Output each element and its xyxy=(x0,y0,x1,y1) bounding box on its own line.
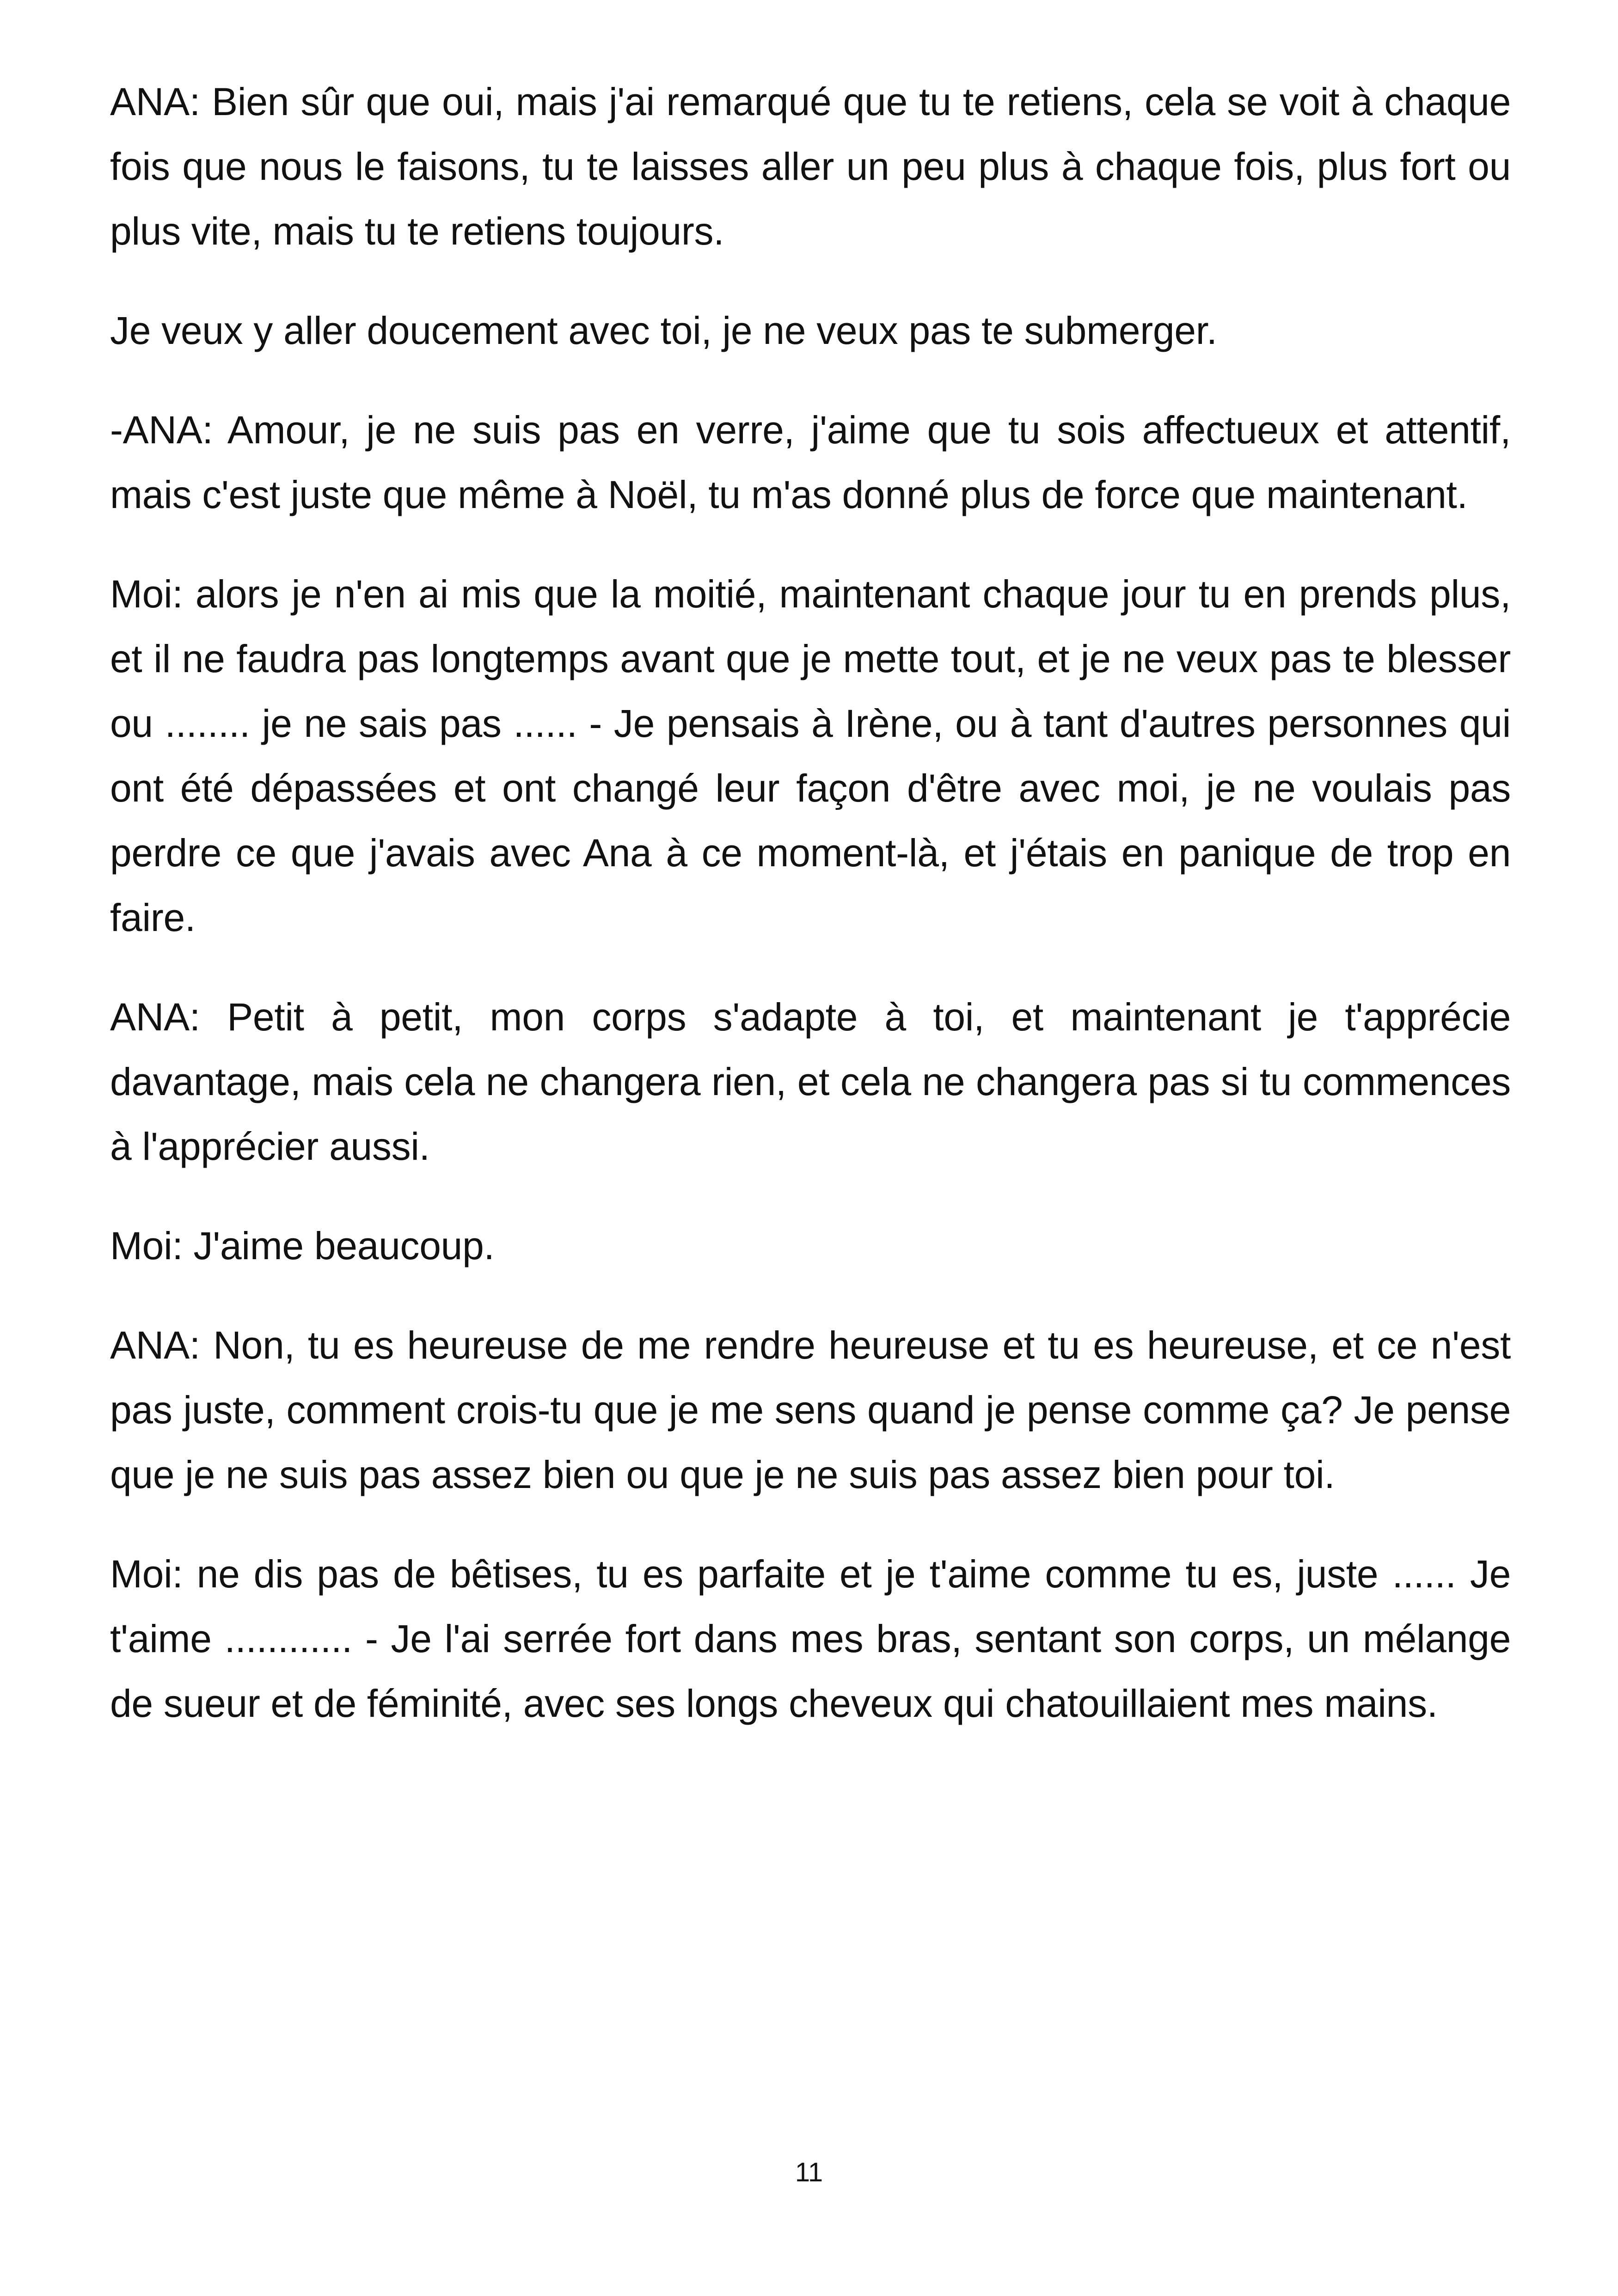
paragraph-7: ANA: Non, tu es heureuse de me rendre heureuse et tu es heureuse, et ce n'est pas juste, comment crois-tu que je me sens quand je pense comme ça? Je pense que je ne suis pas assez bien ou que je ne suis pas assez bien pour toi. xyxy=(110,1323,1511,1496)
paragraph-6: Moi: J'aime beaucoup. xyxy=(110,1224,495,1267)
paragraph-5: ANA: Petit à petit, mon corps s'adapte à toi, et maintenant je t'apprécie davantage, mais cela ne changera rien, et cela ne changera pas si tu commences à l'apprécier aussi. xyxy=(110,995,1511,1168)
page-body xyxy=(110,69,1511,1770)
paragraph-2: Je veux y aller doucement avec toi, je ne veux pas te submerger. xyxy=(110,309,1217,352)
paragraph-8: Moi: ne dis pas de bêtises, tu es parfaite et je t'aime comme tu es, juste ...... Je t'aime ............ - Je l'ai serrée fort dans mes bras, sentant son corps, un mélange de sueur et de féminité, avec ses longs cheveux qui chatouillaient mes mains. xyxy=(110,1552,1511,1725)
paragraph-3: -ANA: Amour, je ne suis pas en verre, j'aime que tu sois affectueux et attentif, mais c'est juste que même à Noël, tu m'as donné plus de force que maintenant. xyxy=(110,408,1511,516)
paragraph-4: Moi: alors je n'en ai mis que la moitié, maintenant chaque jour tu en prends plus, et il ne faudra pas longtemps avant que je mette tout, et je ne veux pas te blesser ou ........ je ne sais pas ...... - Je pensais à Irène, ou à tant d'autres personnes qui ont été dépassées et ont changé leur façon d'être avec moi, je ne voulais pas perdre ce que j'avais avec Ana à ce moment-là, et j'étais en panique de trop en faire. xyxy=(110,572,1511,939)
paragraph-1: ANA: Bien sûr que oui, mais j'ai remarqué que tu te retiens, cela se voit à chaque fois que nous le faisons, tu te laisses aller un peu plus à chaque fois, plus fort ou plus vite, mais tu te retiens toujours. xyxy=(110,80,1511,253)
page-number: 11 xyxy=(795,2157,823,2187)
